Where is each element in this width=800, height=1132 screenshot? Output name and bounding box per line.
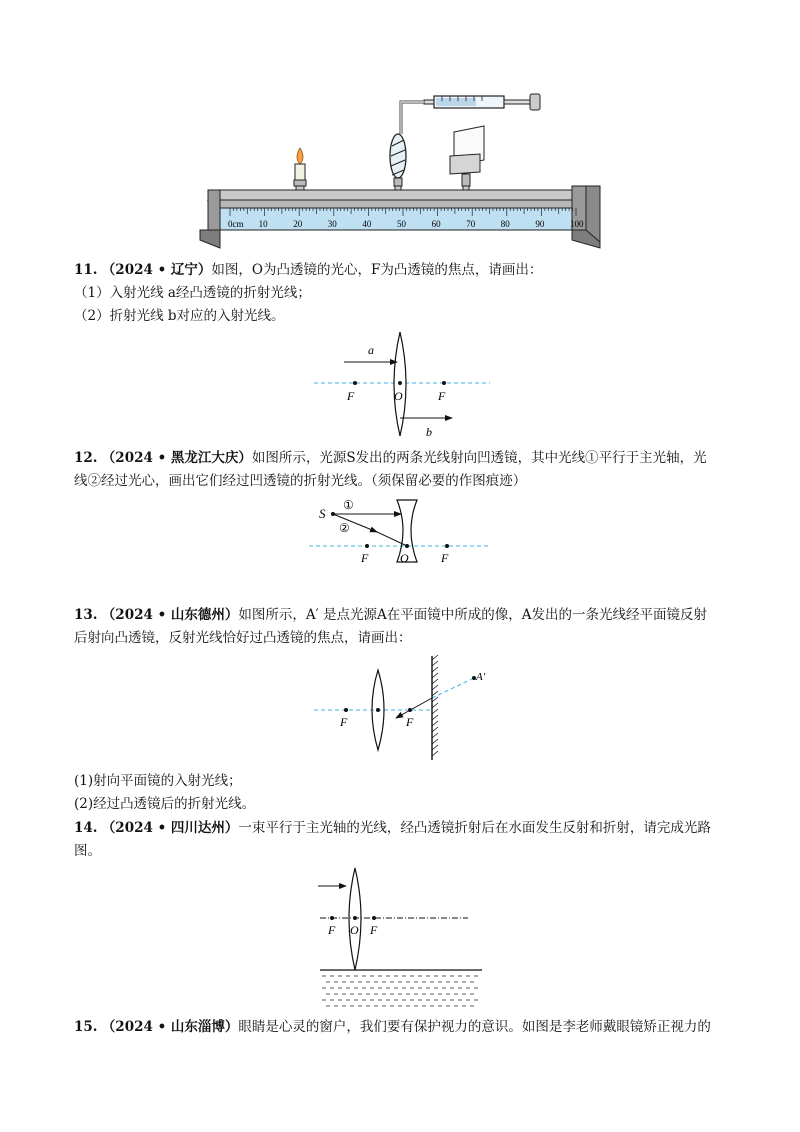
question-number: 14.: [74, 820, 98, 836]
image-extension-line: [432, 678, 474, 698]
rail-tick-label: 100: [570, 219, 584, 229]
reflected-ray: [396, 698, 432, 718]
question-text: 一束平行于主光轴的光线，经凸透镜折射后在水面发生反射和折射，请完成光路: [238, 820, 711, 836]
water-hatching: [322, 976, 478, 1006]
question-source: （2024 • 四川达州）: [101, 820, 239, 836]
screen-icon: [450, 126, 484, 198]
q13-mirror-lens-diagram: [310, 652, 500, 764]
label-a: a: [368, 343, 374, 357]
label-f-right: F: [441, 551, 449, 565]
rail-tick-label: 60: [431, 219, 441, 229]
label-f-left: F: [328, 923, 336, 937]
rail-tick-label: 80: [500, 219, 510, 229]
syringe-icon: [401, 94, 540, 134]
rail-tick-label: 40: [362, 219, 372, 229]
rail-tick-label: 0cm: [228, 219, 244, 229]
label-o: O: [394, 389, 403, 403]
label-f-right: F: [370, 923, 378, 937]
q13-stem-line-2: 后射向凸透镜，反射光线恰好过凸透镜的焦点，请画出：: [74, 630, 412, 646]
question-text: 如图所示，A′ 是点光源A在平面镜中所成的像，A发出的一条光线经平面镜反射: [238, 607, 708, 623]
question-source: （2024 • 辽宁）: [101, 262, 212, 278]
optical-bench-figure: [196, 92, 610, 254]
label-ray-2: ②: [339, 521, 350, 535]
q15-stem-line-1: [74, 1018, 711, 1036]
q13-item-1: (1)射向平面镜的入射光线；: [74, 773, 242, 789]
q13-item-2: (2)经过凸透镜后的折射光线。: [74, 796, 256, 812]
q14-stem-line-1: [74, 819, 711, 837]
q11-stem: [74, 261, 542, 279]
question-text: 如图所示，光源S发出的两条光线射向凹透镜，其中光线①平行于主光轴，光: [251, 450, 707, 466]
question-number: 13.: [74, 607, 98, 623]
q13-stem-line-1: [74, 606, 707, 624]
label-f-left: F: [361, 551, 369, 565]
q14-stem-line-2: 图。: [74, 843, 101, 859]
rail-tick-label: 30: [327, 219, 337, 229]
label-o: O: [350, 923, 359, 937]
rail-tick-label: 50: [397, 219, 406, 229]
rail-tick-label: 70: [466, 219, 476, 229]
label-f-right: F: [406, 715, 414, 729]
question-number: 15.: [74, 1019, 98, 1035]
q12-stem-line-2: 线②经过光心，画出它们经过凹透镜的折射光线。（须保留必要的作图痕迹）: [74, 473, 527, 489]
label-b: b: [426, 425, 432, 439]
lens-icon: [390, 134, 406, 198]
label-f-right: F: [438, 389, 446, 403]
question-source: （2024 • 黑龙江大庆）: [101, 450, 252, 466]
q11-item-2: （2）折射光线 b对应的入射光线。: [74, 308, 285, 324]
question-source: （2024 • 山东德州）: [101, 607, 239, 623]
label-f-left: F: [347, 389, 355, 403]
question-text: 眼睛是心灵的窗户，我们要有保护视力的意识。如图是李老师戴眼镜矫正视力的: [238, 1019, 711, 1035]
label-f-left: F: [340, 715, 348, 729]
q12-concave-lens-diagram: [305, 492, 495, 566]
rail-tick-label: 10: [258, 219, 268, 229]
rail-tick-label: 20: [293, 219, 303, 229]
q12-stem-line-1: [74, 449, 707, 467]
label-s: S: [319, 506, 326, 521]
label-ray-1: ①: [343, 498, 354, 512]
q14-lens-water-diagram: [312, 866, 488, 1012]
question-number: 11.: [74, 262, 98, 278]
question-text: 如图，O为凸透镜的光心，F为凸透镜的焦点，请画出：: [211, 262, 543, 278]
question-source: （2024 • 山东淄博）: [101, 1019, 239, 1035]
q11-convex-lens-diagram: [310, 330, 495, 442]
label-o: O: [400, 551, 409, 565]
rail-tick-label: 90: [535, 219, 545, 229]
q11-item-1: （1）入射光线 a经凸透镜的折射光线；: [74, 285, 311, 301]
label-a-prime: A′: [476, 671, 486, 683]
optical-rail: [200, 186, 600, 248]
question-number: 12.: [74, 450, 98, 466]
